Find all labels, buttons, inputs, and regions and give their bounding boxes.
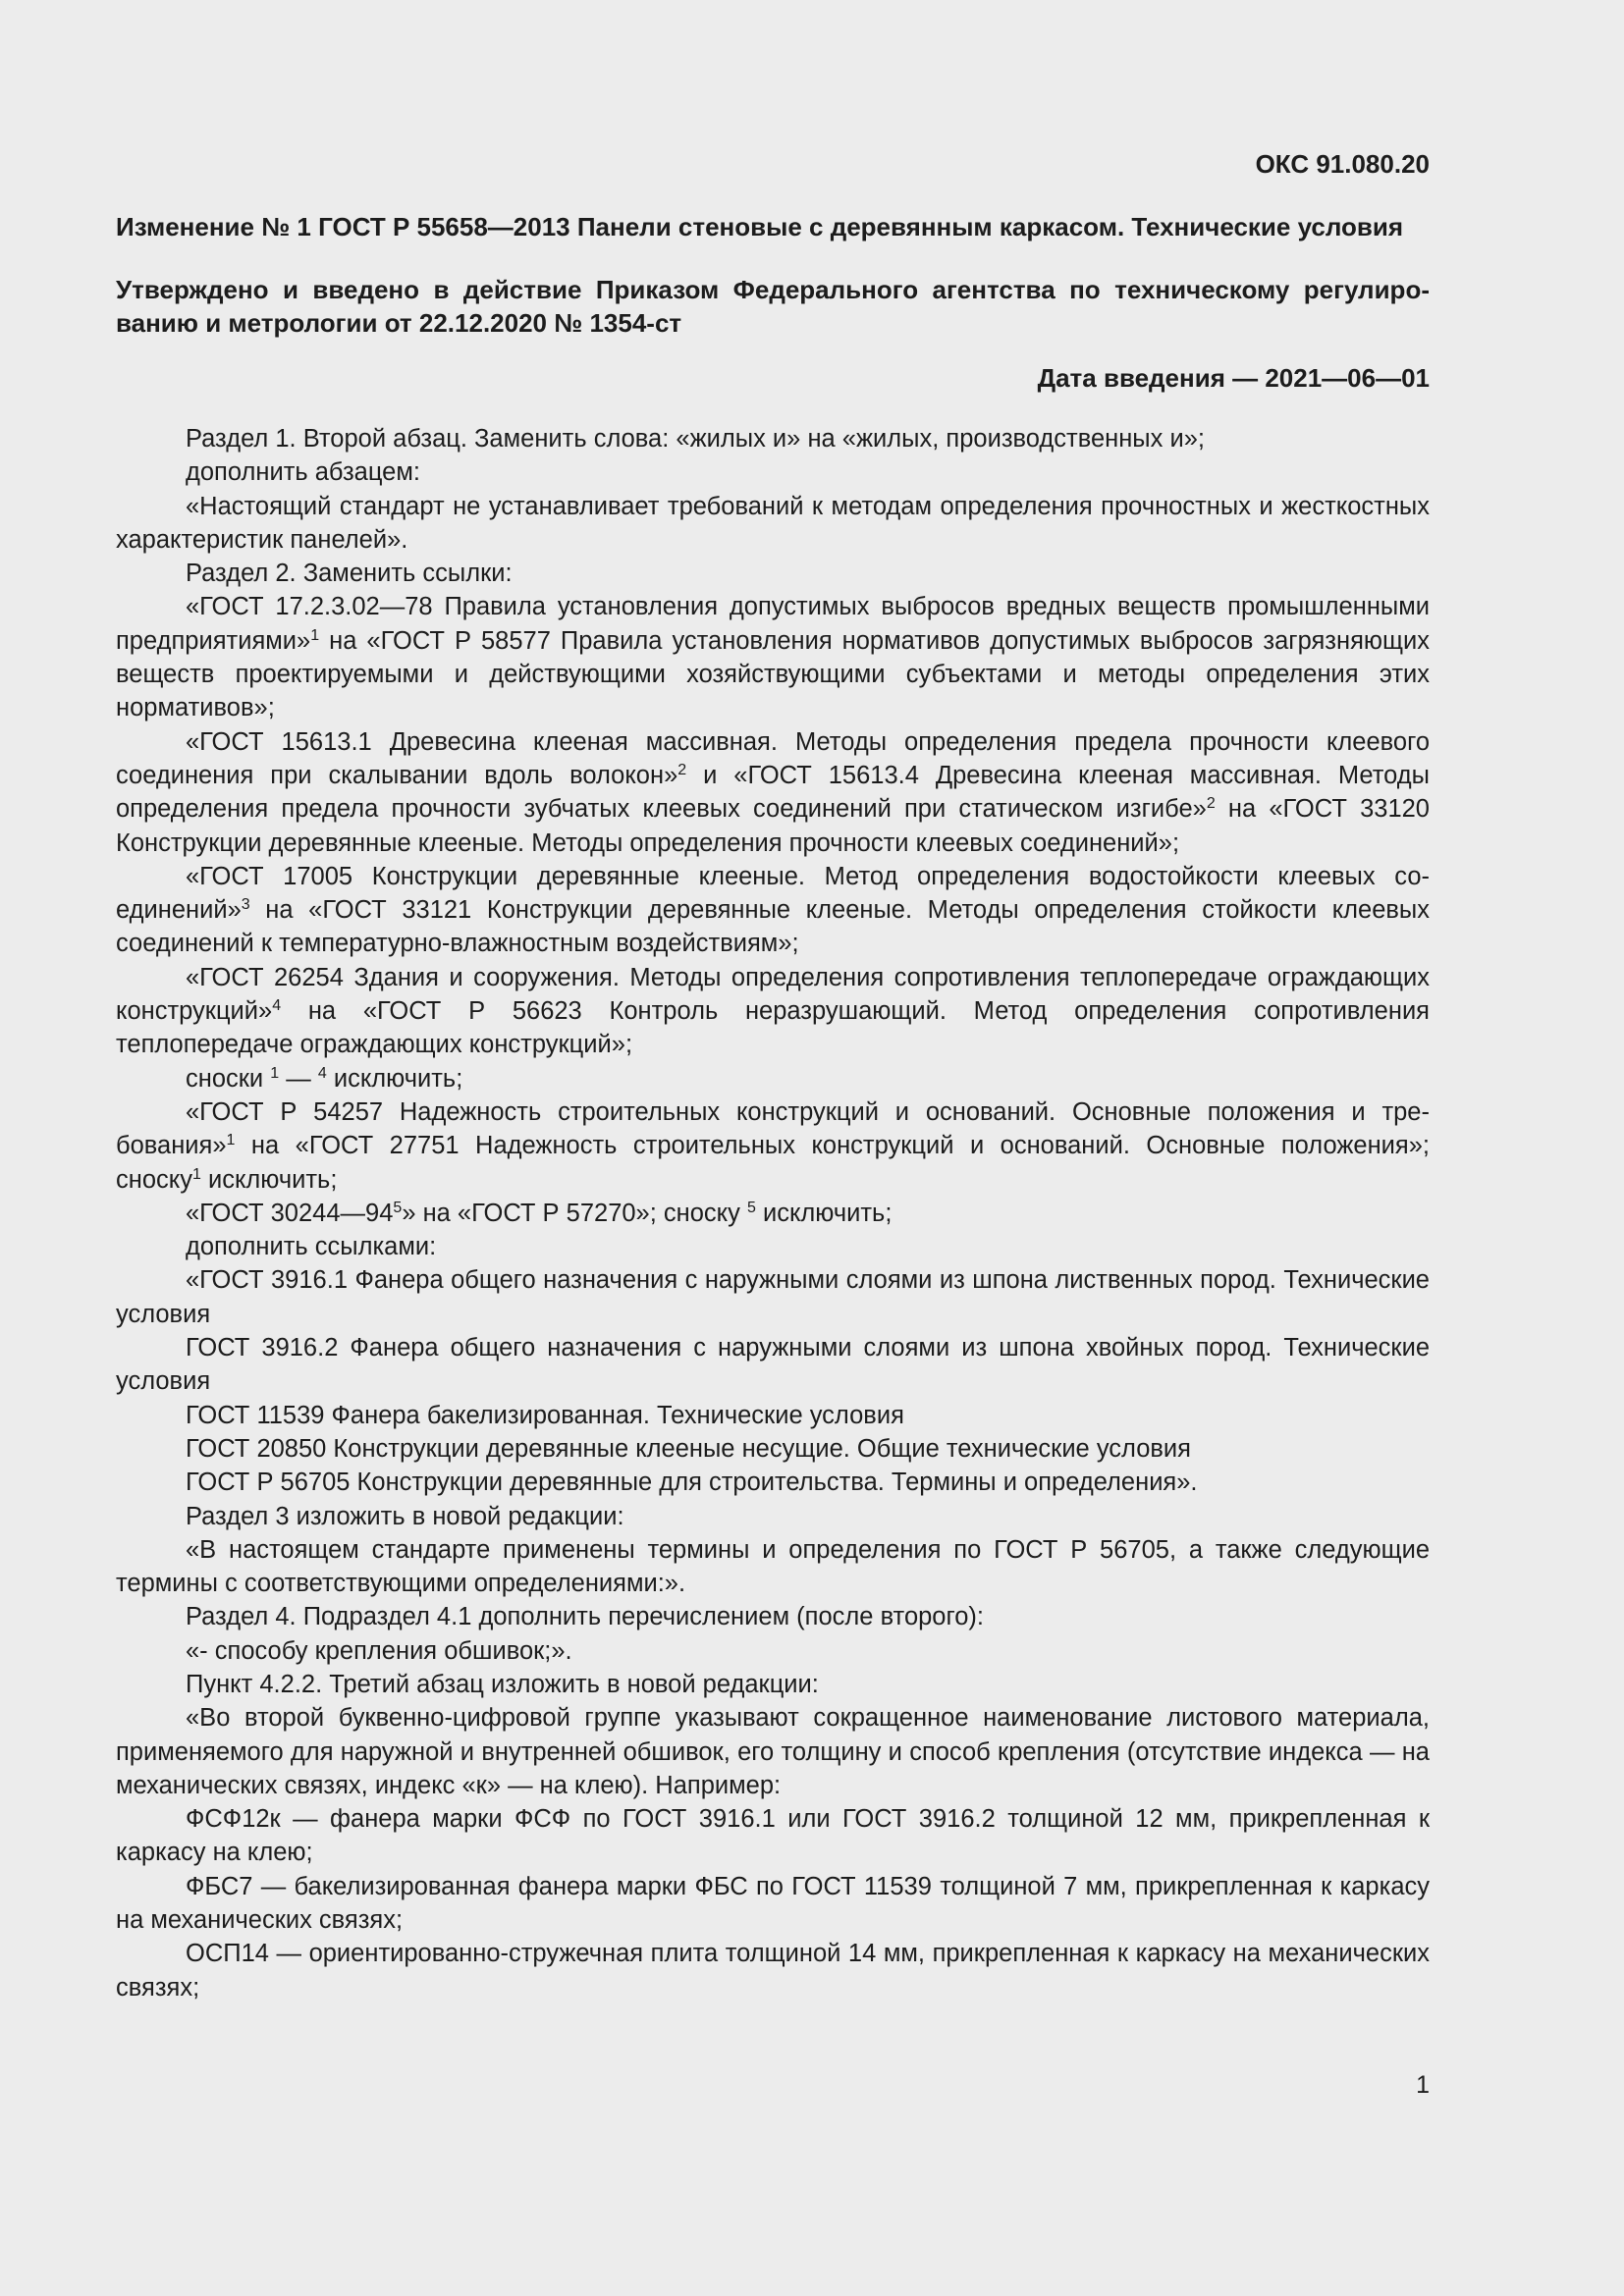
- paragraph: [116, 590, 1430, 724]
- text: на «ГОСТ Р 56623 Контроль неразрушающий. Метод определения сопротивления теплопередаче ограждающих конструкций»;: [116, 997, 1430, 1059]
- footnote-ref: 1: [226, 1132, 236, 1149]
- footnote-ref: 2: [1206, 795, 1216, 813]
- footnote-ref: 3: [241, 896, 250, 914]
- footnote-ref: 1: [191, 1165, 201, 1183]
- footnote-ref: 4: [272, 997, 282, 1015]
- text: на «ГОСТ 33121 Конструкции деревянные клееные. Методы определения стойкости клеевых соединений к температурно-влажностным воздействиям»;: [116, 896, 1430, 958]
- paragraph: Раздел 1. Второй абзац. Заменить слова: «жилых и» на «жилых, производственных и»;: [186, 425, 1205, 453]
- paragraph: ОСП14 — ориентированно-стружечная плита толщиной 14 мм, прикрепленная к каркасу на механических связях;: [116, 1940, 1430, 2002]
- document-title: Изменение № 1 ГОСТ Р 55658—2013 Панели стеновые с деревянным каркасом. Технические условия: [116, 212, 1404, 241]
- text: на «ГОСТ 27751 Надежность строительных конструкций и оснований. Основные положения»; сноску: [116, 1132, 1430, 1194]
- paragraph: [116, 860, 1430, 961]
- text: на «ГОСТ 33120 Конструкции деревянные клееные. Методы определения прочности клеевых соединений»;: [116, 795, 1430, 857]
- paragraph: [116, 1095, 1430, 1197]
- footnote-ref: 1: [270, 1064, 280, 1082]
- paragraph: Раздел 2. Заменить ссылки:: [186, 560, 513, 588]
- paragraph: Пункт 4.2.2. Третий абзац изложить в новой редакции:: [186, 1670, 819, 1698]
- text: и «ГОСТ 15613.4 Древесина клееная массивная. Методы определения предела прочности зубчатых клеевых соединений при статическом изгибе»: [116, 761, 1430, 824]
- text: исключить;: [326, 1064, 463, 1093]
- document-page: [116, 147, 1430, 2004]
- paragraph: дополнить ссылками:: [186, 1233, 437, 1261]
- footnote-ref: 5: [746, 1199, 756, 1216]
- paragraph: [116, 1062, 1430, 1095]
- text: «ГОСТ 30244—94: [186, 1199, 394, 1227]
- paragraph: «ГОСТ 3916.1 Фанера общего назначения с наружными слоями из шпона лиственных пород. Технические условия: [116, 1266, 1430, 1328]
- footnote-ref: 2: [677, 761, 687, 778]
- paragraph: ГОСТ Р 56705 Конструкции деревянные для строительства. Термины и определения».: [186, 1468, 1198, 1497]
- oks-code: ОКС 91.080.20: [1255, 149, 1430, 179]
- text: «ГОСТ 17.2.3.02—78 Правила установления допустимых выбросов вредных веществ промышленными предприятиями»: [116, 593, 1430, 655]
- paragraph: [116, 725, 1430, 860]
- paragraph: «Во второй буквенно-цифровой группе указывают сокращенное наименование листового материала, применяемого для наружной и внутренней обшивок, его толщину и способ крепления (отсутствие индекса — на механических связях, индекс «к» — на клею). Например:: [116, 1704, 1430, 1799]
- text: —: [279, 1064, 318, 1093]
- text: «ГОСТ 17005 Конструкции деревянные клееные. Метод определения водостойкости клеевых соединений»: [116, 862, 1430, 925]
- paragraph: ГОСТ 20850 Конструкции деревянные клееные несущие. Общие технические условия: [186, 1434, 1191, 1463]
- paragraph: ГОСТ 3916.2 Фанера общего назначения с наружными слоями из шпона хвойных пород. Технические условия: [116, 1334, 1430, 1396]
- text: » на «ГОСТ Р 57270»; сноску: [402, 1199, 747, 1227]
- paragraph: ФБС7 — бакелизированная фанера марки ФБС по ГОСТ 11539 толщиной 7 мм, прикрепленная к каркасу на механических связях;: [116, 1872, 1430, 1935]
- paragraph: «В настоящем стандарте применены термины и определения по ГОСТ Р 56705, а также следующие термины с соответствующими определениями:».: [116, 1535, 1430, 1598]
- approval-statement: Утверждено и введено в действие Приказом Федерального агентства по техническому регулированию и метрологии от 22.12.2020 № 1354-ст: [116, 275, 1430, 338]
- text: исключить;: [755, 1199, 893, 1227]
- text: «ГОСТ 26254 Здания и сооружения. Методы определения сопротивления теплопередаче ограждающих конструкций»: [116, 963, 1430, 1026]
- paragraph: «- способу крепления обшивок;».: [186, 1636, 572, 1665]
- text: сноски: [186, 1064, 271, 1093]
- paragraph: ГОСТ 11539 Фанера бакелизированная. Технические условия: [186, 1401, 904, 1429]
- text: исключить;: [200, 1165, 338, 1194]
- paragraph: ФСФ12к — фанера марки ФСФ по ГОСТ 3916.1 или ГОСТ 3916.2 толщиной 12 мм, прикрепленная к каркасу на клею;: [116, 1805, 1430, 1867]
- footnote-ref: 1: [310, 626, 320, 644]
- introduction-date: Дата введения — 2021—06—01: [1037, 363, 1430, 393]
- paragraph: Раздел 4. Подраздел 4.1 дополнить перечислением (после второго):: [186, 1603, 984, 1631]
- footnote-ref: 4: [317, 1064, 327, 1082]
- paragraph: [116, 1197, 1430, 1230]
- text: «ГОСТ Р 54257 Надежность строительных конструкций и оснований. Основные положения и требования»: [116, 1097, 1430, 1160]
- document-body: [116, 422, 1430, 2004]
- paragraph: [116, 961, 1430, 1062]
- page-number: 1: [1416, 2071, 1430, 2099]
- paragraph: Раздел 3 изложить в новой редакции:: [186, 1502, 624, 1530]
- paragraph: «Настоящий стандарт не устанавливает требований к методам определения прочностных и жесткостных характеристик панелей».: [116, 492, 1430, 554]
- text: на «ГОСТ Р 58577 Правила установления нормативов допустимых выбросов загрязняющих веществ проектируемыми и действующими хозяйствующими субъектами и методы определения этих нормативов»;: [116, 626, 1430, 722]
- footnote-ref: 5: [393, 1199, 403, 1216]
- paragraph: дополнить абзацем:: [186, 458, 420, 487]
- text: «ГОСТ 15613.1 Древесина клееная массивная. Методы определения предела прочности клеевого соединения при скалывании вдоль волокон»: [116, 727, 1430, 789]
